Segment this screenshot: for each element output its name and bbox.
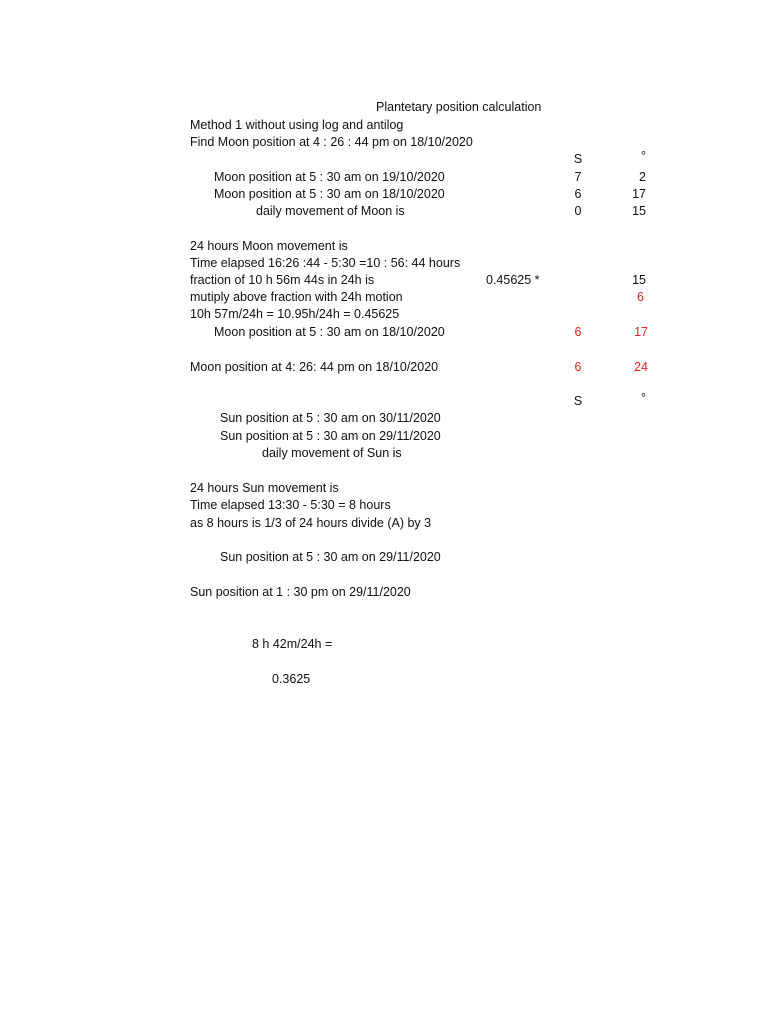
moon-result-sign: 6 [574, 360, 582, 374]
moon-base-degree: 17 [634, 325, 648, 339]
task-line: Find Moon position at 4 : 26 : 44 pm on 18/10/2020 [190, 135, 473, 149]
moon-fraction-label: fraction of 10 h 56m 44s in 24h is [190, 273, 375, 287]
moon-row-label: daily movement of Moon is [256, 204, 405, 218]
moon-row-degree: 2 [639, 170, 646, 184]
moon-row-sign: 0 [574, 204, 582, 218]
moon-movement-heading: 24 hours Moon movement is [190, 239, 348, 253]
sun-row-label: Sun position at 5 : 30 am on 30/11/2020 [220, 411, 441, 425]
moon-multiply-degree: 6 [637, 290, 644, 304]
moon-base-label: Moon position at 5 : 30 am on 18/10/2020 [214, 325, 445, 339]
sun-row-label: daily movement of Sun is [262, 446, 402, 460]
moon-result-degree: 24 [634, 360, 648, 374]
moon-result-label: Moon position at 4: 26: 44 pm on 18/10/2020 [190, 360, 439, 374]
method-line: Method 1 without using log and antilog [190, 118, 404, 132]
moon-base-sign: 6 [574, 325, 582, 339]
moon-row-sign: 7 [574, 170, 582, 184]
extra-calc: 8 h 42m/24h = [252, 637, 333, 651]
moon-row-sign: 6 [574, 187, 582, 201]
page-title: Plantetary position calculation [376, 100, 542, 114]
sun-divide-note: as 8 hours is 1/3 of 24 hours divide (A) by 3 [190, 516, 432, 530]
sun-row-label: Sun position at 5 : 30 am on 29/11/2020 [220, 429, 441, 443]
moon-degree-header: ° [641, 149, 646, 163]
sun-base-label: Sun position at 5 : 30 am on 29/11/2020 [220, 550, 441, 564]
extra-value: 0.3625 [272, 672, 311, 686]
sun-time-elapsed: Time elapsed 13:30 - 5:30 = 8 hours [190, 498, 391, 512]
sun-sign-header: S [573, 394, 583, 408]
sun-movement-heading: 24 hours Sun movement is [190, 481, 339, 495]
moon-fraction-value: 0.45625 * [486, 273, 540, 287]
moon-time-elapsed: Time elapsed 16:26 :44 - 5:30 =10 : 56: 44 hours [190, 256, 461, 270]
moon-row-label: Moon position at 5 : 30 am on 19/10/2020 [214, 170, 445, 184]
moon-row-label: Moon position at 5 : 30 am on 18/10/2020 [214, 187, 445, 201]
moon-row-degree: 15 [632, 204, 646, 218]
moon-sign-header: S [573, 152, 583, 166]
sun-degree-header: ° [641, 391, 646, 405]
moon-fraction-degree: 15 [632, 273, 646, 287]
moon-calc-line: 10h 57m/24h = 10.95h/24h = 0.45625 [190, 307, 400, 321]
sun-result-label: Sun position at 1 : 30 pm on 29/11/2020 [190, 585, 411, 599]
moon-row-degree: 17 [632, 187, 646, 201]
moon-multiply-label: mutiply above fraction with 24h motion [190, 290, 403, 304]
